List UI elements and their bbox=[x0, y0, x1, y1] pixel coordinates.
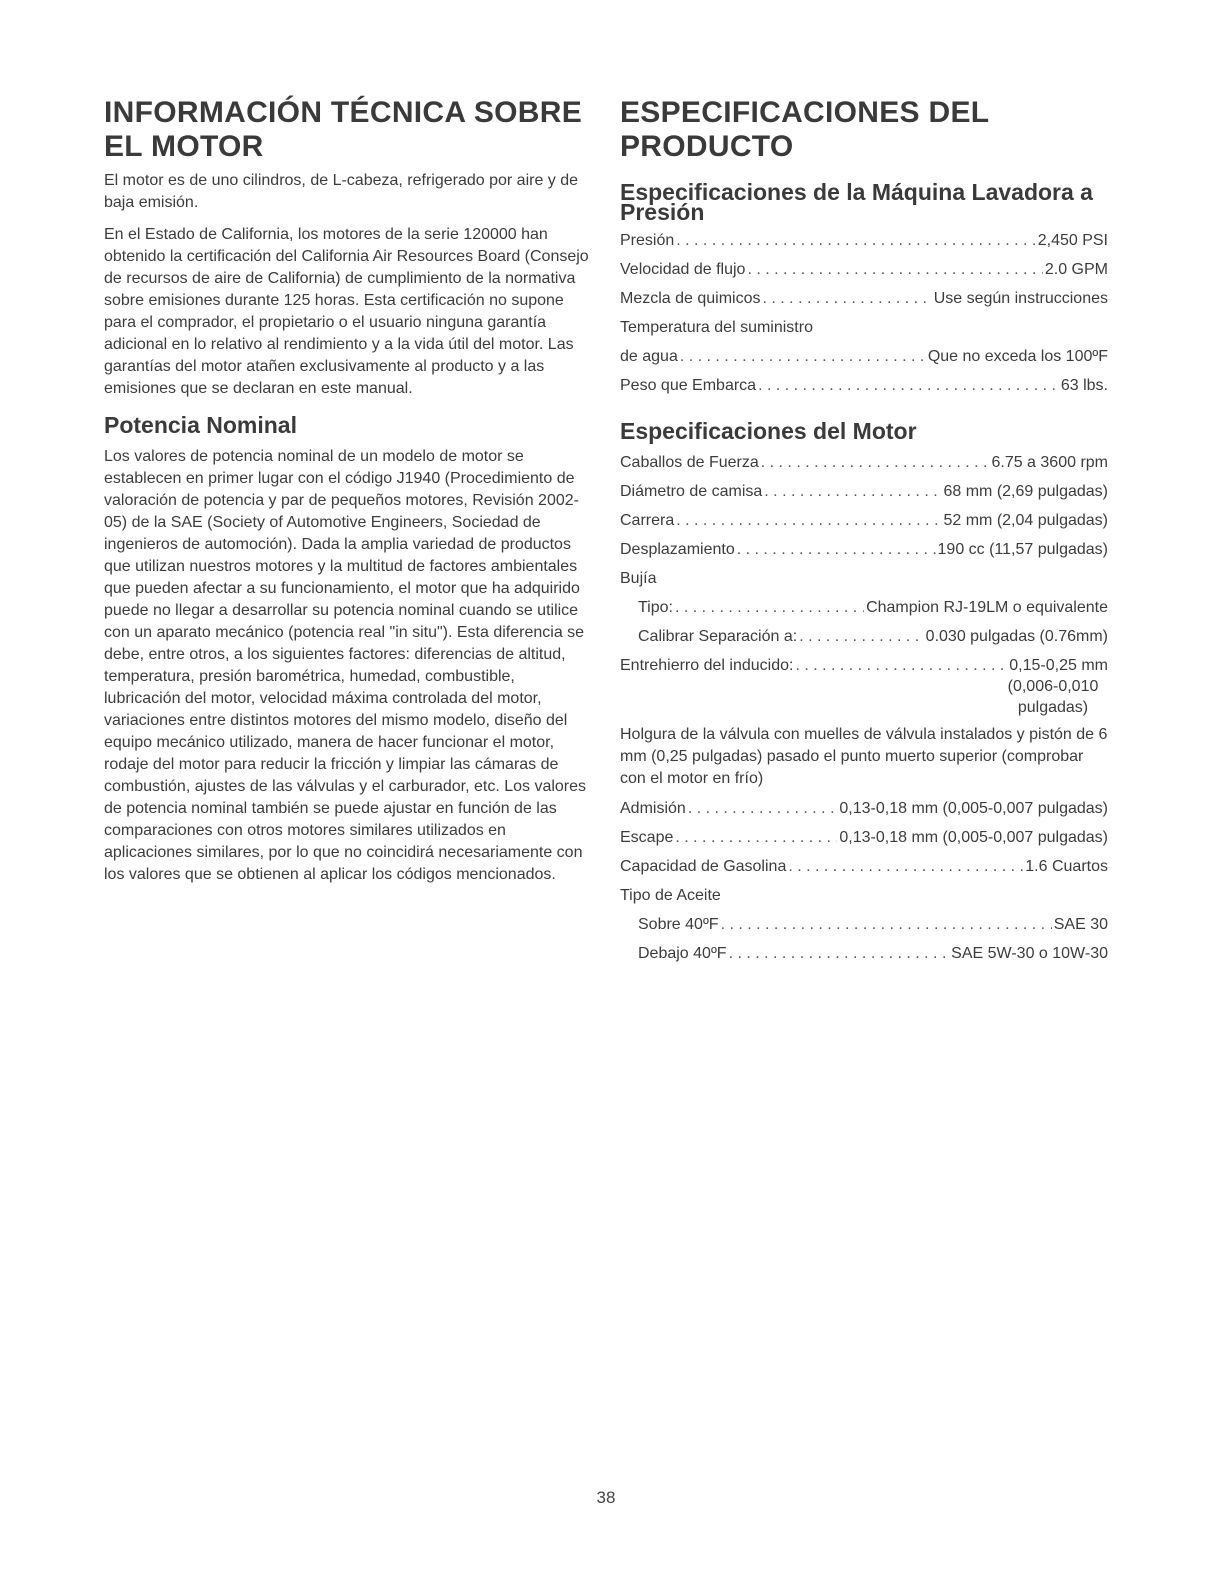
spec-value: 0,15-0,25 mm bbox=[1009, 657, 1108, 674]
spec-row-camisa bbox=[620, 481, 1108, 510]
spec-label: Capacidad de Gasolina bbox=[620, 858, 787, 875]
dot-leader bbox=[763, 288, 932, 310]
spec-row-caballos bbox=[620, 452, 1108, 481]
dot-leader bbox=[764, 481, 941, 503]
spec-row-tipo-aceite: Tipo de Aceite bbox=[620, 887, 721, 904]
spec-label: Carrera bbox=[620, 512, 675, 529]
spec-value: 1.6 Cuartos bbox=[1025, 858, 1108, 875]
spec-label: Peso que Embarca bbox=[620, 377, 757, 394]
spec-label: Diámetro de camisa bbox=[620, 483, 763, 500]
spec-label: Mezcla de quimicos bbox=[620, 290, 761, 307]
spec-row-temperatura: Temperatura del suministro bbox=[620, 319, 813, 336]
spec-label: Escape bbox=[620, 829, 674, 846]
spec-row-desplazamiento bbox=[620, 539, 1108, 568]
entrehierro-value-line-3: pulgadas) bbox=[1017, 699, 1089, 716]
spec-label: Velocidad de flujo bbox=[620, 261, 746, 278]
dot-leader bbox=[675, 597, 864, 619]
dot-leader bbox=[761, 452, 990, 474]
spec-value: SAE 30 bbox=[1053, 916, 1108, 933]
spec-label: Desplazamiento bbox=[620, 541, 735, 558]
spec-row-separacion bbox=[620, 626, 1108, 655]
spec-row-sobre-40 bbox=[620, 914, 1108, 943]
dot-leader bbox=[737, 539, 936, 561]
holgura-valvula-text: Holgura de la válvula con muelles de válvula instalados y pistón de 6 mm (0,25 pulgadas) pasado el punto muerto superior (comprobar con el motor en frío) bbox=[620, 726, 1108, 787]
spec-label: Sobre 40ºF bbox=[638, 916, 719, 933]
spec-value: Champion RJ-19LM o equivalente bbox=[866, 599, 1108, 616]
spec-value: Use según instrucciones bbox=[933, 290, 1108, 307]
spec-row-bujia: Bujía bbox=[620, 570, 657, 587]
page-number: 38 bbox=[596, 1488, 616, 1507]
motor-spec-list bbox=[620, 452, 1108, 972]
spec-row-admision bbox=[620, 798, 1108, 827]
product-specs-heading: ESPECIFICACIONES DEL PRODUCTO bbox=[620, 96, 989, 163]
spec-label: Admisión bbox=[620, 800, 686, 817]
spec-row-quimicos bbox=[620, 288, 1108, 317]
spec-row-debajo-40 bbox=[620, 943, 1108, 972]
spec-value: 2.0 GPM bbox=[1044, 261, 1108, 278]
spec-label: Caballos de Fuerza bbox=[620, 454, 759, 471]
motor-specs-heading: Especificaciones del Motor bbox=[620, 418, 917, 444]
spec-row-carrera bbox=[620, 510, 1108, 539]
spec-label: Entrehierro del inducido: bbox=[620, 657, 794, 674]
left-column bbox=[104, 96, 594, 896]
dot-leader bbox=[675, 827, 837, 849]
entrehierro-value-line-2: (0,006-0,010 bbox=[1007, 678, 1099, 695]
intro-paragraph-2: En el Estado de California, los motores de la serie 120000 han obtenido la certificación del California Air Resources Board (Consejo de recursos de aire de California) de cumplimiento de la normativa sobre emisiones durante 125 horas. Esta certificación no supone para el comprador, el propietario o el usuario ninguna garantía adicional en lo relativo al rendimiento y a la vida útil del motor. Las garantías del motor atañen exclusivamente al producto y a las emisiones que se declaran en este manual. bbox=[104, 226, 589, 397]
dot-leader bbox=[747, 259, 1042, 281]
spec-value: 6.75 a 3600 rpm bbox=[991, 454, 1108, 471]
spec-row-agua bbox=[620, 346, 1108, 375]
potencia-nominal-heading: Potencia Nominal bbox=[104, 412, 297, 438]
dot-leader bbox=[721, 914, 1052, 936]
dot-leader bbox=[788, 856, 1023, 878]
spec-row-gasolina bbox=[620, 856, 1108, 885]
spec-label: Debajo 40ºF bbox=[638, 945, 727, 962]
spec-value: SAE 5W-30 o 10W-30 bbox=[951, 945, 1108, 962]
dot-leader bbox=[758, 375, 1059, 397]
dot-leader bbox=[729, 943, 950, 965]
spec-row-peso bbox=[620, 375, 1108, 404]
spec-row-escape bbox=[620, 827, 1108, 856]
spec-label: Tipo: bbox=[638, 599, 673, 616]
dot-leader bbox=[688, 798, 838, 820]
spec-row-tipo bbox=[620, 597, 1108, 626]
spec-label: de agua bbox=[620, 348, 678, 365]
dot-leader bbox=[795, 655, 1007, 677]
motor-info-heading: INFORMACIÓN TÉCNICA SOBRE EL MOTOR bbox=[104, 96, 583, 163]
spec-value: 0,13-0,18 mm (0,005-0,007 pulgadas) bbox=[839, 829, 1108, 846]
spec-label: Presión bbox=[620, 232, 675, 249]
spec-value: 68 mm (2,69 pulgadas) bbox=[943, 483, 1108, 500]
dot-leader bbox=[676, 230, 1035, 252]
dot-leader bbox=[799, 626, 923, 648]
spec-value: 0.030 pulgadas (0.76mm) bbox=[925, 628, 1108, 645]
washer-specs-heading: Especificaciones de la Máquina Lavadora a Presión bbox=[620, 179, 1093, 225]
right-column bbox=[620, 96, 1108, 972]
dot-leader bbox=[680, 346, 926, 368]
potencia-paragraph: Los valores de potencia nominal de un modelo de motor se establecen en primer lugar con el código J1940 (Procedimiento de valoración de potencia y par de pequeños motores, Revisión 2002-05) de la SAE (Society of Automotive Engineers, Sociedad de ingenieros de automoción). Dada la amplia variedad de productos que utilizan nuestros motores y la multitud de factores ambientales que pueden afectar a su funcionamiento, el motor que ha adquirido puede no llegar a desarrollar su potencia nominal cuando se utilice con un aparato mecánico (potencia real "in situ"). Esta diferencia se debe, entre otros, a los siguientes factores: diferencias de altitud, temperatura, presión barométrica, humedad, combustible, lubricación del motor, velocidad máxima controlada del motor, variaciones entre distintos motores del mismo modelo, diseño del equipo mecánico utilizado, manera de hacer funcionar el motor, rodaje del motor para reducir la fricción y limpiar las cámaras de combustión, ajustes de las válvulas y el carburador, etc. Los valores de potencia nominal también se puede ajustar en función de las comparaciones con otros motores similares utilizados en aplicaciones similares, por lo que no coincidirá necesariamente con los valores que se obtienen al aplicar los códigos mencionados. bbox=[104, 448, 587, 883]
spec-value: 63 lbs. bbox=[1060, 377, 1108, 394]
entrehierro-value-continued bbox=[620, 676, 1108, 718]
spec-value: 190 cc (11,57 pulgadas) bbox=[937, 541, 1108, 558]
washer-spec-list bbox=[620, 230, 1108, 404]
spec-row-flujo bbox=[620, 259, 1108, 288]
spec-value: 52 mm (2,04 pulgadas) bbox=[943, 512, 1108, 529]
spec-label: Calibrar Separación a: bbox=[638, 628, 798, 645]
spec-row-presion bbox=[620, 230, 1108, 259]
spec-value: Que no exceda los 100ºF bbox=[927, 348, 1108, 365]
spec-value: 0,13-0,18 mm (0,005-0,007 pulgadas) bbox=[839, 800, 1108, 817]
spec-value: 2,450 PSI bbox=[1037, 232, 1108, 249]
dot-leader bbox=[676, 510, 941, 532]
intro-paragraph-1: El motor es de uno cilindros, de L-cabeza, refrigerado por aire y de baja emisión. bbox=[104, 172, 579, 211]
